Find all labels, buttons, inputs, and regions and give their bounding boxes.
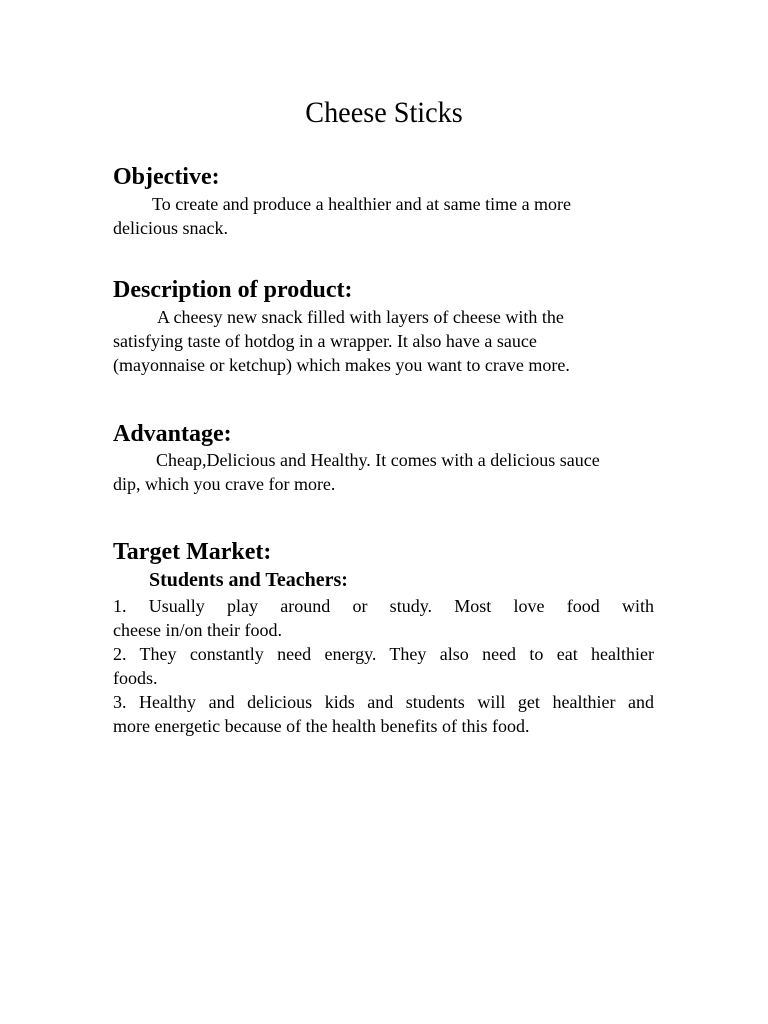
advantage-line-1 <box>113 448 654 472</box>
target-market-heading: Target Market: <box>113 539 272 565</box>
description-line-1-text: A cheesy new snack filled with layers of cheese with the <box>157 307 564 327</box>
list-item-1-line-2: cheese in/on their food. <box>113 620 282 640</box>
description-heading: Description of product: <box>113 277 353 303</box>
description-line-1 <box>113 305 654 329</box>
description-line-2: satisfying taste of hotdog in a wrapper. It also have a sauce <box>113 331 537 351</box>
advantage-line-1-text: Cheap,Delicious and Healthy. It comes with a delicious sauce <box>156 450 600 470</box>
list-item-1-line-1: 1. Usually play around or study. Most love food with <box>113 596 654 616</box>
list-item-2-line-2: foods. <box>113 668 158 688</box>
target-market-subheading: Students and Teachers: <box>149 569 348 591</box>
list-item-2-line-1: 2. They constantly need energy. They also need to eat healthier <box>113 644 654 664</box>
objective-heading: Objective: <box>113 164 220 190</box>
objective-line-1-text: To create and produce a healthier and at same time a more <box>152 194 572 214</box>
objective-line-1 <box>113 192 654 216</box>
description-line-3: (mayonnaise or ketchup) which makes you want to crave more. <box>113 355 570 375</box>
description-paragraph <box>113 305 654 377</box>
document-title: Cheese Sticks <box>305 96 463 129</box>
target-market-list <box>113 594 654 738</box>
objective-paragraph <box>113 192 654 240</box>
advantage-paragraph <box>113 448 654 496</box>
list-item-3-line-2: more energetic because of the health benefits of this food. <box>113 716 530 736</box>
objective-line-2: delicious snack. <box>113 218 228 238</box>
list-item-3-line-1: 3. Healthy and delicious kids and students will get healthier and <box>113 692 654 712</box>
advantage-line-2: dip, which you crave for more. <box>113 474 336 494</box>
advantage-heading: Advantage: <box>113 421 232 447</box>
